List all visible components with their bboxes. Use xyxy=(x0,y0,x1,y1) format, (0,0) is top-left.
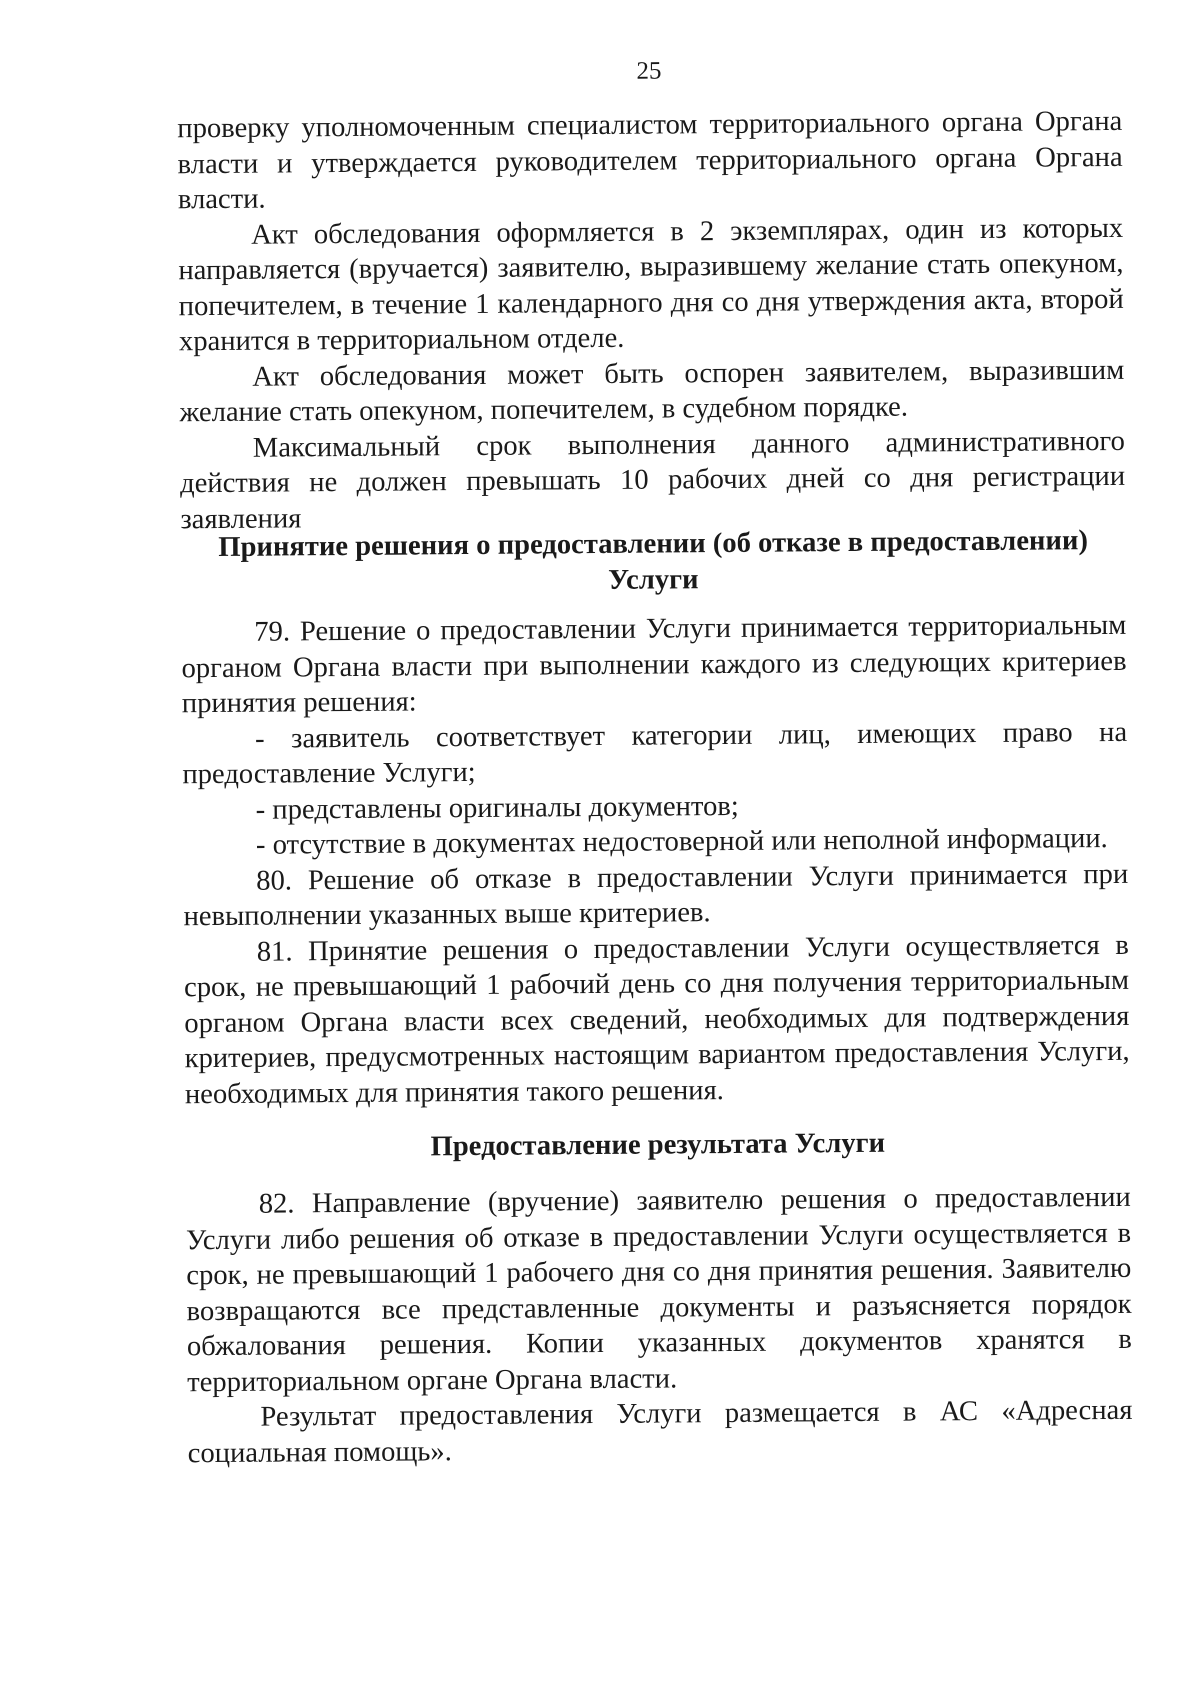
section-decision-text xyxy=(181,608,1130,1112)
intro-text xyxy=(177,104,1125,537)
paragraph-82: 82. Направление (вручение) заявителю решения о предоставлении Услуги либо решения об отказе в предоставлении Услуги осуществляется в срок, не превышающий 1 рабочего дня со дня принятия решения. Заявителю возвращаются все представленные документы и разъясняется порядок обжалования решения. Копии указанных документов хранятся в территориальном органе Органа власти. xyxy=(185,1181,1132,1398)
section-heading-decision: Принятие решения о предоставлении (об отказе в предоставлении) Услуги xyxy=(218,525,1089,596)
paragraph: Максимальный срок выполнения данного административного действия не должен превышать 10 рабочих дней со дня регистрации заявления xyxy=(179,425,1126,535)
section-result-text xyxy=(186,1180,1133,1471)
page-number: 25 xyxy=(636,57,662,85)
paragraph-80: 80. Решение об отказе в предоставлении Услуги принимается при невыполнении указанных выше критериев. xyxy=(183,858,1129,933)
paragraph: Акт обследования может быть оспорен заявителем, выразившим желание стать опекуном, попечителем, в судебном порядке. xyxy=(179,354,1125,429)
paragraph-result: Результат предоставления Услуги размещается в АС «Адресная социальная помощь». xyxy=(187,1394,1133,1469)
section-heading-result: Предоставление результата Услуги xyxy=(430,1127,886,1163)
criteria-item: - отсутствие в документах недостоверной или неполной информации. xyxy=(255,823,1108,861)
paragraph: проверку уполномоченным специалистом территориального органа Органа власти и утверждается руководителем территориального органа Органа власти. xyxy=(177,105,1123,216)
criteria-item: - представлены оригиналы документов; xyxy=(255,790,739,826)
paragraph-79: 79. Решение о предоставлении Услуги принимается территориальным органом Органа власти при выполнении каждого из следующих критериев принятия решения: xyxy=(181,609,1127,720)
criteria-item: - заявитель соответствует категории лиц, имеющих право на предоставление Услуги; xyxy=(182,716,1128,791)
paragraph-81: 81. Принятие решения о предоставлении Услуги осуществляется в срок, не превышающий 1 рабочий день со дня получения территориальным органом Органа власти всех сведений, необходимых для подтверждения критериев, предусмотренных настоящим вариантом предоставления Услуги, необходимых для принятия такого решения. xyxy=(183,929,1130,1110)
paragraph: Акт обследования оформляется в 2 экземплярах, один из которых направляется (вручается) заявителю, выразившему желание стать опекуном, попечителем, в течение 1 календарного дня со дня утверждения акта, второй хранится в территориальном отделе. xyxy=(178,212,1124,358)
